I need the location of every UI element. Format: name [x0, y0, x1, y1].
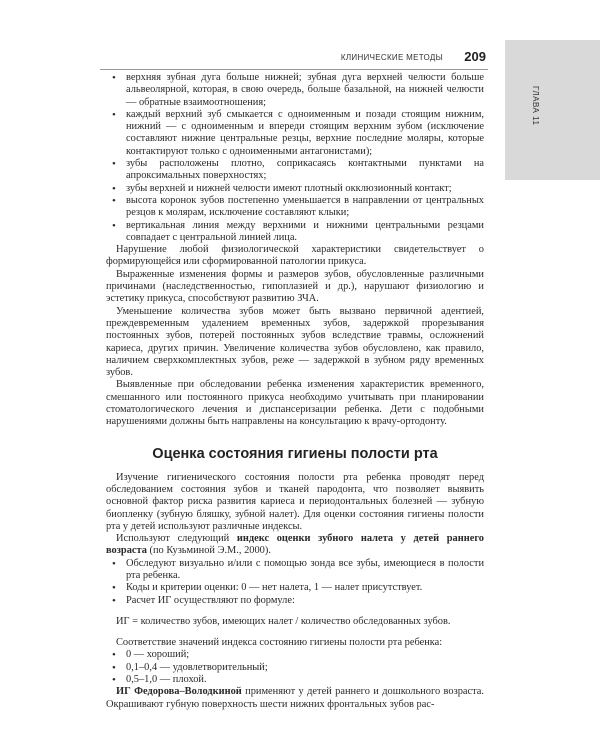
list-item: • 0,5–1,0 — плохой.: [106, 674, 484, 686]
index-intro-after: (по Кузьминой Э.М., 2000).: [146, 545, 271, 557]
occlusion-criteria-list: [106, 72, 484, 244]
hygiene-scale-list: [106, 649, 484, 686]
index-intro: [106, 533, 484, 558]
paragraph: Изучение гигиенического состояния полости рта ребенка проводят перед обследованием состояния зубов и тканей пародонта, что позволяет выявить основной фактор риска развития кариеса и периодонтальных болезней — зубную биопленку (зубную бляшку, зубной налет). Для оценки состояния гигиены полости рта у детей используют различные индексы.: [106, 471, 484, 532]
list-item: • Расчет ИГ осуществляют по формуле:: [106, 595, 484, 607]
page-header: [100, 49, 488, 70]
list-item: • вертикальная линия между верхними и нижними центральными резцами совпадает с центральной линией лица.: [106, 220, 484, 245]
list-item: • 0 — хороший;: [106, 649, 484, 661]
index-steps-list: [106, 558, 484, 607]
paragraph: Нарушение любой физиологической характеристики свидетельствует о формирующейся или сформированной патологии прикуса.: [106, 244, 484, 268]
list-item: • высота коронок зубов постепенно уменьшается в направлении от центральных резцов к молярам, исключение составляют клыки;: [106, 195, 484, 220]
chapter-label: ГЛАВА 11: [531, 86, 540, 126]
paragraph: Соответствие значений индекса состоянию гигиены полости рта ребенка:: [116, 637, 443, 649]
page-content: [106, 72, 484, 711]
index-name: индекс оценки зубного налета у детей раннего возраста: [106, 533, 484, 557]
list-item: • верхняя зубная дуга больше нижней; зубная дуга верхней челюсти больше альвеолярной, которая, в свою очередь, больше базальной, на нижней челюсти — обратные взаимоотношения;: [106, 72, 484, 109]
section-heading: Оценка состояния гигиены полости рта: [152, 445, 438, 462]
index-intro-before: Используют следующий: [116, 533, 237, 545]
fedorov-index-name: ИГ Федорова–Володкиной: [116, 686, 242, 698]
paragraph: Выявленные при обследовании ребенка изменения характеристик временного, смешанного или постоянного прикуса необходимо учитывать при планировании стоматологического лечения и диспансеризации ребенка. Дети с подобными нарушениями должны быть направлены на консультацию к врачу-ортодонту.: [106, 379, 484, 428]
formula: ИГ = количество зубов, имеющих налет / количество обследованных зубов.: [116, 615, 451, 627]
list-item: • Коды и критерии оценки: 0 — нет налета, 1 — налет присутствует.: [106, 582, 484, 594]
list-item: • Обследуют визуально и/или с помощью зонда все зубы, имеющиеся в полости рта ребенка.: [106, 558, 484, 583]
list-item: • 0,1–0,4 — удовлетворительный;: [106, 662, 484, 674]
chapter-side-tab: [505, 40, 600, 180]
list-item: • зубы расположены плотно, соприкасаясь контактными пунктами на апроксимальных поверхностях;: [106, 158, 484, 183]
paragraph: Выраженные изменения формы и размеров зубов, обусловленные различными причинами (наследственностью, гипоплазией и др.), нарушают физиологию и эстетику прикуса, способствуют развитию ЗЧА.: [106, 268, 484, 305]
fedorov-text: применяют у детей раннего и дошкольного возраста. Окрашивают губную поверхность шести нижних фронтальных зубов рас-: [106, 686, 484, 710]
list-item: • зубы верхней и нижней челюсти имеют плотный окклюзионный контакт;: [106, 183, 484, 195]
paragraph: Уменьшение количества зубов может быть вызвано первичной адентией, преждевременным удалением временных зубов, задержкой прорезывания постоянных зубов, потерей постоянных зубов вследствие травмы, осложнений кариеса, других причин. Увеличение количества зубов обусловлено, как правило, наличием сверхкомплектных зубов, реже — задержкой в зубном ряду временных зубов.: [106, 305, 484, 379]
page-number: 209: [464, 49, 486, 64]
running-title: КЛИНИЧЕСКИЕ МЕТОДЫ: [340, 53, 443, 62]
fedorov-paragraph: [106, 686, 484, 711]
list-item: • каждый верхний зуб смыкается с одноименным и позади стоящим нижним, нижний — с одноименным и впереди стоящим верхним зубом (исключение составляют нижние центральные резцы, верхние последние моляры, которые контактируют только с одноименными антагонистами);: [106, 109, 484, 158]
